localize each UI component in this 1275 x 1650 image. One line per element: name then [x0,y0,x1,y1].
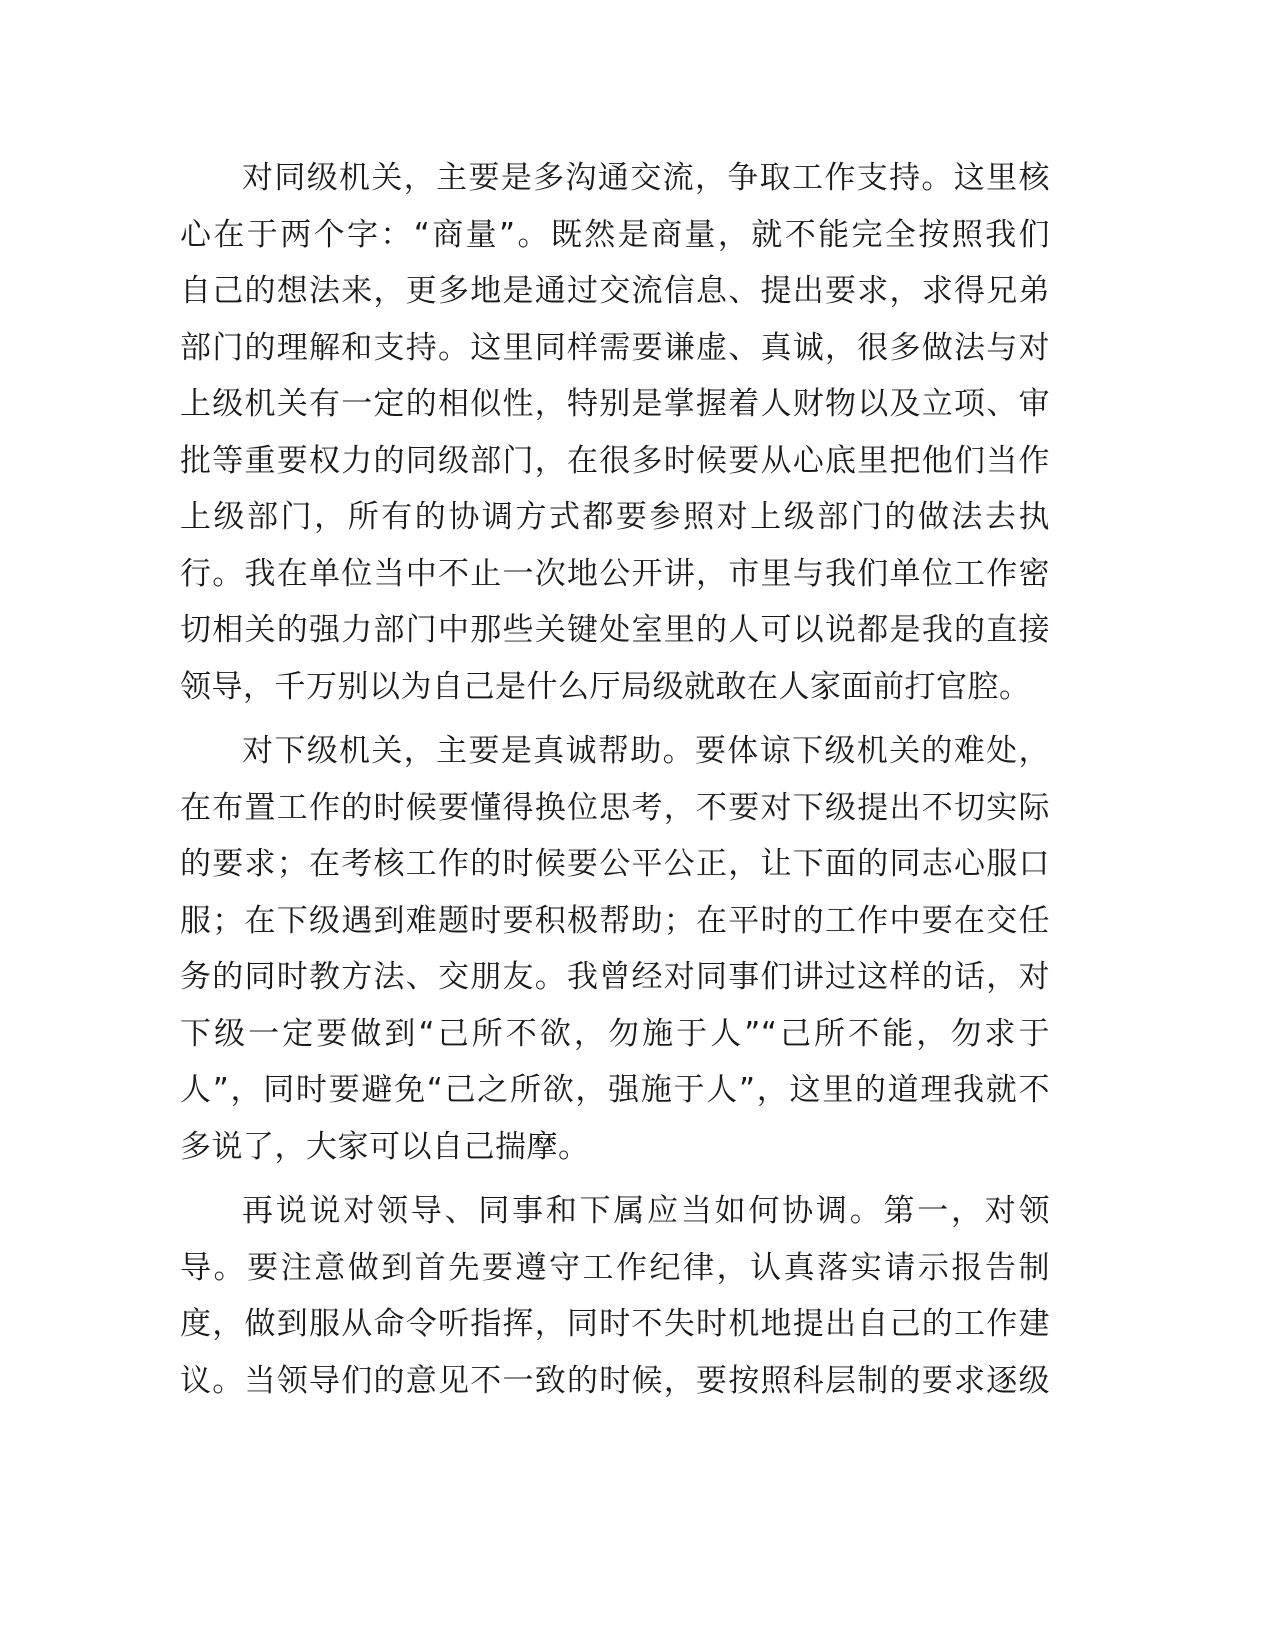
text-line: 自己的想法来，更多地是通过交流信息、提出要求，求得兄弟 [180,273,1050,309]
text-line: 服；在下级遇到难题时要积极帮助；在平时的工作中要在交任 [180,902,1050,939]
text-line: 下级一定要做到“己所不欲，勿施于人”“己所不能，勿求于 [180,1015,1050,1052]
text-line: 多说了，大家可以自己揣摩。 [180,1128,590,1165]
text-line: 领导，千万别以为自己是什么厅局级就敢在人家面前打官腔。 [180,668,1031,705]
paragraph-leaders-colleagues [180,1183,1050,1409]
document-body [180,150,1050,1409]
text-line: 行。我在单位当中不止一次地公开讲，市里与我们单位工作密 [180,555,1050,592]
paragraph-peer-agencies [180,150,1050,715]
text-line: 再说说对领导、同事和下属应当如何协调。第一，对领 [242,1193,1050,1229]
text-line: 对同级机关，主要是多沟通交流，争取工作支持。这里核 [242,160,1050,196]
text-line: 上级机关有一定的相似性，特别是掌握着人财物以及立项、审 [180,386,1050,422]
text-line: 在布置工作的时候要懂得换位思考，不要对下级提出不切实际 [180,789,1050,826]
text-line: 切相关的强力部门中那些关键处室里的人可以说都是我的直接 [180,612,1050,648]
paragraph-subordinate-agencies [180,723,1050,1175]
text-line: 对下级机关，主要是真诚帮助。要体谅下级机关的难处， [242,733,1050,769]
text-line: 度，做到服从命令听指挥，同时不失时机地提出自己的工作建 [180,1306,1050,1342]
text-line: 心在于两个字：“商量”。既然是商量，就不能完全按照我们 [180,216,1050,253]
text-line: 的要求；在考核工作的时候要公平公正，让下面的同志心服口 [180,846,1050,882]
text-line: 批等重要权力的同级部门，在很多时候要从心底里把他们当作 [180,442,1050,479]
text-line: 导。要注意做到首先要遵守工作纪律，认真落实请示报告制 [180,1249,1050,1286]
text-line: 上级部门，所有的协调方式都要参照对上级部门的做法去执 [180,499,1050,535]
text-line: 人”，同时要避免“己之所欲，强施于人”，这里的道理我就不 [180,1072,1050,1108]
text-line: 议。当领导们的意见不一致的时候，要按照科层制的要求逐级 [180,1362,1050,1399]
text-line: 务的同时教方法、交朋友。我曾经对同事们讲过这样的话，对 [180,959,1050,995]
text-line: 部门的理解和支持。这里同样需要谦虚、真诚，很多做法与对 [180,329,1050,366]
